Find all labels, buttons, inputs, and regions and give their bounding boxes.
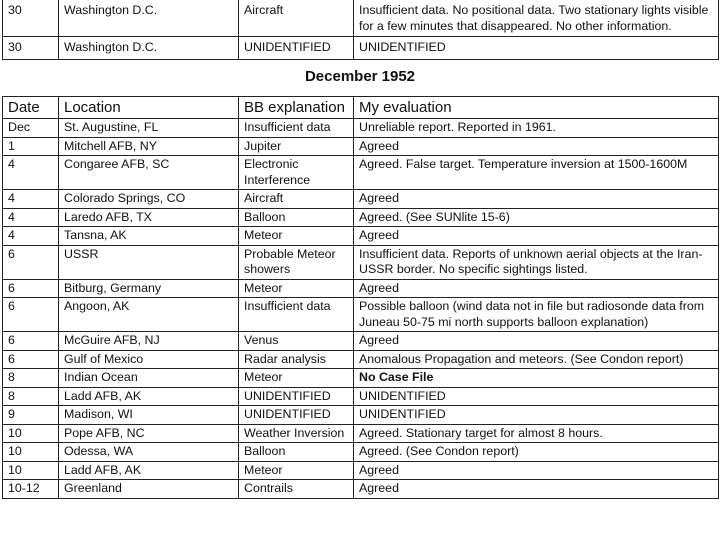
evaluation-cell: Agreed. (See Condon report)	[354, 443, 719, 462]
table-row	[3, 424, 719, 443]
table-row	[3, 137, 719, 156]
evaluation-cell: Agreed. False target. Temperature inversion at 1500-1600M	[354, 156, 719, 190]
date-cell: 6	[3, 332, 59, 351]
date-cell: 9	[3, 406, 59, 425]
bb-explanation-cell: Balloon	[239, 443, 354, 462]
location-cell: McGuire AFB, NJ	[59, 332, 239, 351]
evaluation-cell: Agreed	[354, 480, 719, 499]
bb-explanation-header: BB explanation	[239, 97, 354, 119]
table-row	[3, 298, 719, 332]
table-row	[3, 480, 719, 499]
location-cell: Washington D.C.	[59, 0, 239, 37]
bb-explanation-cell: Probable Meteor showers	[239, 245, 354, 279]
location-cell: Pope AFB, NC	[59, 424, 239, 443]
date-cell: 8	[3, 369, 59, 388]
location-cell: Gulf of Mexico	[59, 350, 239, 369]
date-cell: 1	[3, 137, 59, 156]
table-row	[3, 37, 719, 60]
evaluation-header: My evaluation	[354, 97, 719, 119]
date-cell: 6	[3, 350, 59, 369]
bb-explanation-cell: Meteor	[239, 227, 354, 246]
evaluation-cell: Agreed	[354, 190, 719, 209]
evaluation-cell: Agreed. Stationary target for almost 8 hours.	[354, 424, 719, 443]
location-cell: St. Augustine, FL	[59, 119, 239, 138]
date-header: Date	[3, 97, 59, 119]
table-row	[3, 387, 719, 406]
evaluation-cell: Agreed. (See SUNlite 15-6)	[354, 208, 719, 227]
date-cell: 4	[3, 227, 59, 246]
bb-explanation-cell: Weather Inversion	[239, 424, 354, 443]
bb-explanation-cell: Meteor	[239, 461, 354, 480]
evaluation-cell: Agreed	[354, 227, 719, 246]
location-cell: Colorado Springs, CO	[59, 190, 239, 209]
location-cell: Odessa, WA	[59, 443, 239, 462]
bb-explanation-cell: Insufficient data	[239, 298, 354, 332]
bb-explanation-cell: Aircraft	[239, 190, 354, 209]
location-cell: Greenland	[59, 480, 239, 499]
location-cell: Congaree AFB, SC	[59, 156, 239, 190]
location-cell: Laredo AFB, TX	[59, 208, 239, 227]
date-cell: 6	[3, 245, 59, 279]
bb-explanation-cell: Balloon	[239, 208, 354, 227]
evaluation-cell: Agreed	[354, 279, 719, 298]
evaluation-cell: UNIDENTIFIED	[354, 37, 719, 60]
previous-month-table	[2, 0, 719, 60]
location-cell: Ladd AFB, AK	[59, 387, 239, 406]
date-cell: 30	[3, 0, 59, 37]
location-cell: USSR	[59, 245, 239, 279]
bb-explanation-cell: Radar analysis	[239, 350, 354, 369]
location-cell: Mitchell AFB, NY	[59, 137, 239, 156]
location-cell: Bitburg, Germany	[59, 279, 239, 298]
location-header: Location	[59, 97, 239, 119]
date-cell: 10-12	[3, 480, 59, 499]
sightings-table	[2, 96, 719, 499]
location-cell: Angoon, AK	[59, 298, 239, 332]
location-cell: Indian Ocean	[59, 369, 239, 388]
bb-explanation-cell: Venus	[239, 332, 354, 351]
date-cell: 10	[3, 443, 59, 462]
evaluation-cell: Anomalous Propagation and meteors. (See Condon report)	[354, 350, 719, 369]
date-cell: Dec	[3, 119, 59, 138]
table-row	[3, 350, 719, 369]
evaluation-cell: UNIDENTIFIED	[354, 387, 719, 406]
table-row	[3, 156, 719, 190]
date-cell: 4	[3, 190, 59, 209]
location-cell: Ladd AFB, AK	[59, 461, 239, 480]
header-row	[3, 97, 719, 119]
bb-explanation-cell: Insufficient data	[239, 119, 354, 138]
date-cell: 4	[3, 156, 59, 190]
bb-explanation-cell: Contrails	[239, 480, 354, 499]
table-row	[3, 190, 719, 209]
bb-explanation-cell: UNIDENTIFIED	[239, 387, 354, 406]
date-cell: 30	[3, 37, 59, 60]
date-cell: 6	[3, 279, 59, 298]
evaluation-cell: Agreed	[354, 137, 719, 156]
evaluation-cell: Agreed	[354, 461, 719, 480]
bb-explanation-cell: Meteor	[239, 369, 354, 388]
location-cell: Washington D.C.	[59, 37, 239, 60]
date-cell: 4	[3, 208, 59, 227]
evaluation-cell: Insufficient data. No positional data. Two stationary lights visible for a few minutes that disappeared. No other information.	[354, 0, 719, 37]
table-row	[3, 208, 719, 227]
evaluation-cell: Possible balloon (wind data not in file but radiosonde data from Juneau 50-75 mi north supports balloon explanation)	[354, 298, 719, 332]
table-row	[3, 279, 719, 298]
bb-explanation-cell: Meteor	[239, 279, 354, 298]
table-row	[3, 227, 719, 246]
table-row	[3, 461, 719, 480]
table-row	[3, 406, 719, 425]
evaluation-cell: UNIDENTIFIED	[354, 406, 719, 425]
date-cell: 10	[3, 461, 59, 480]
location-cell: Madison, WI	[59, 406, 239, 425]
date-cell: 6	[3, 298, 59, 332]
bb-explanation-cell: UNIDENTIFIED	[239, 406, 354, 425]
evaluation-cell: Unreliable report. Reported in 1961.	[354, 119, 719, 138]
evaluation-cell: No Case File	[354, 369, 719, 388]
date-cell: 10	[3, 424, 59, 443]
table-row	[3, 245, 719, 279]
location-cell: Tansna, AK	[59, 227, 239, 246]
table-row	[3, 119, 719, 138]
date-cell: 8	[3, 387, 59, 406]
evaluation-cell: Agreed	[354, 332, 719, 351]
evaluation-cell: Insufficient data. Reports of unknown aerial objects at the Iran-USSR border. No specific sightings listed.	[354, 245, 719, 279]
bb-explanation-cell: UNIDENTIFIED	[239, 37, 354, 60]
table-row	[3, 0, 719, 37]
bb-explanation-cell: Aircraft	[239, 0, 354, 37]
bb-explanation-cell: Jupiter	[239, 137, 354, 156]
table-row	[3, 332, 719, 351]
section-title: December 1952	[304, 68, 416, 85]
table-row	[3, 443, 719, 462]
sightings-body	[3, 119, 719, 499]
table-row	[3, 369, 719, 388]
bb-explanation-cell: Electronic Interference	[239, 156, 354, 190]
